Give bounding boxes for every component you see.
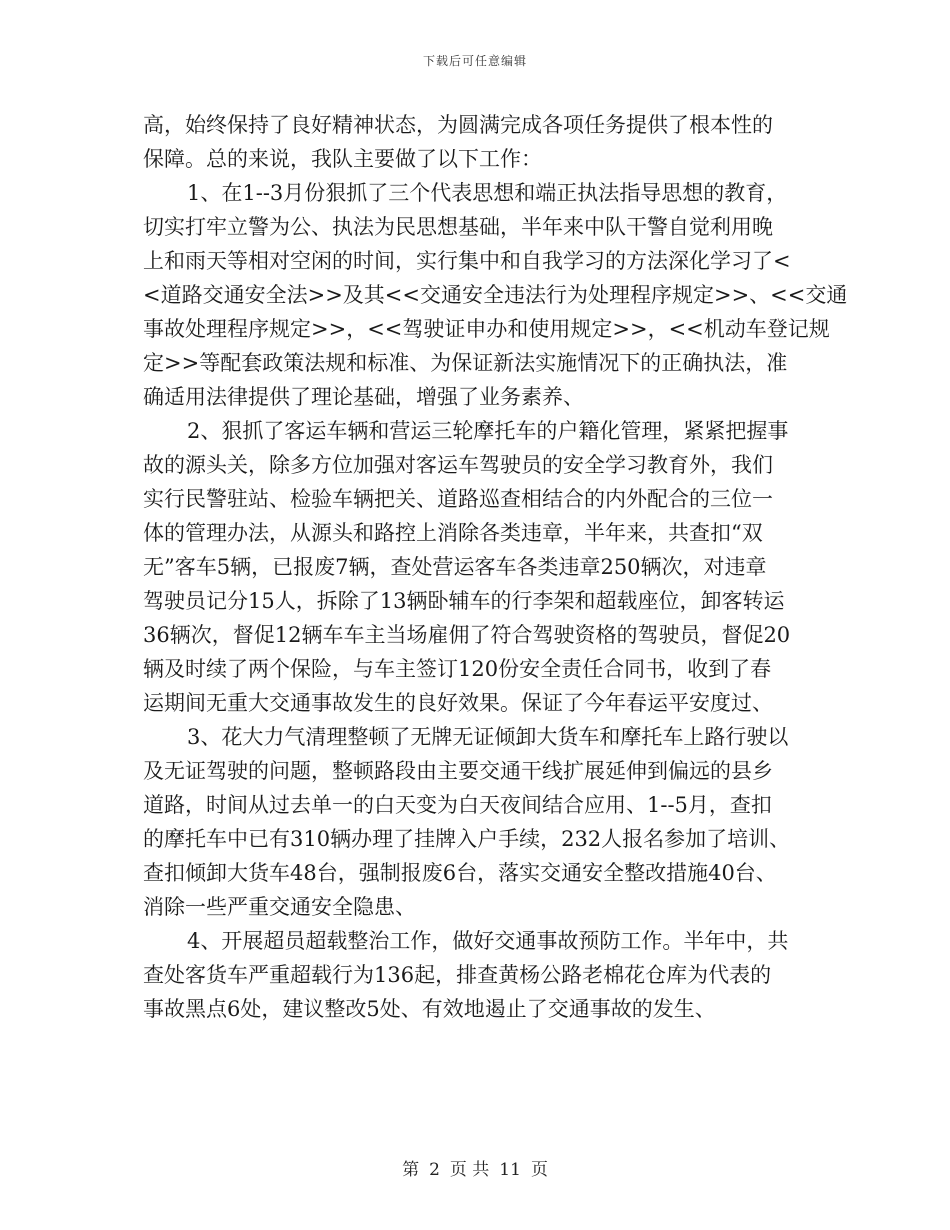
footer-middle: 页 共 xyxy=(449,1160,490,1180)
text-line: 事故黑点6处，建议整改5处、有效地遏止了交通事故的发生、 xyxy=(143,997,716,1021)
text-line: 的摩托车中已有310辆办理了挂牌入户手续，232人报名参加了培训、 xyxy=(143,827,791,851)
text-line: 道路，时间从过去单一的白天变为白天夜间结合应用、1--5月，查扣 xyxy=(143,793,772,817)
text-line: 36辆次，督促12辆车车主当场雇佣了符合驾驶资格的驾驶员，督促20 xyxy=(143,623,791,647)
text-line: 故的源头关，除多方位加强对客运车驾驶员的安全学习教育外，我们 xyxy=(143,453,773,477)
text-line: 4、开展超员超载整治工作，做好交通事故预防工作。半年中，共 xyxy=(187,929,789,953)
current-page-number: 2 xyxy=(429,1160,440,1180)
paragraph xyxy=(143,414,813,720)
text-line: 运期间无重大交通事故发生的良好效果。保证了今年春运平安度过、 xyxy=(143,691,773,715)
paragraph xyxy=(143,720,813,924)
paragraph xyxy=(143,924,813,1026)
text-line: 辆及时续了两个保险，与车主签订120份安全责任合同书，收到了春 xyxy=(143,657,772,681)
text-line: 3、花大力气清理整顿了无牌无证倾卸大货车和摩托车上路行驶以 xyxy=(187,725,789,749)
footer-suffix: 页 xyxy=(530,1160,548,1180)
paragraph xyxy=(143,108,813,176)
text-line: 定>>等配套政策法规和标准、为保证新法实施情况下的正确执法，准 xyxy=(143,351,788,375)
total-page-count: 11 xyxy=(499,1160,521,1180)
text-line: 切实打牢立警为公、执法为民思想基础，半年来中队干警自觉利用晚 xyxy=(143,215,773,239)
paragraph xyxy=(143,176,848,414)
text-line: 高，始终保持了良好精神状态，为圆满完成各项任务提供了根本性的 xyxy=(143,113,773,137)
text-line: 及无证驾驶的问题，整顿路段由主要交通干线扩展延伸到偏远的县乡 xyxy=(143,759,773,783)
text-line: 保障。总的来说，我队主要做了以下工作： xyxy=(143,147,542,171)
text-line: 确适用法律提供了理论基础，增强了业务素养、 xyxy=(143,385,584,409)
text-line: 上和雨天等相对空闲的时间，实行集中和自我学习的方法深化学习了< xyxy=(143,249,791,273)
page-number-footer xyxy=(0,1155,950,1180)
text-line: 驾驶员记分15人，拆除了13辆卧辅车的行李架和超载座位，卸客转运 xyxy=(143,589,785,613)
document-body xyxy=(143,108,848,1026)
text-line: <道路交通安全法>>及其<<交通安全违法行为处理程序规定>>、<<交通 xyxy=(143,283,848,307)
text-line: 事故处理程序规定>>，<<驾驶证申办和使用规定>>，<<机动车登记规 xyxy=(143,317,830,341)
text-line: 1、在1--3月份狠抓了三个代表思想和端正执法指导思想的教育， xyxy=(187,181,788,205)
text-line: 体的管理办法，从源头和路控上消除各类违章，半年来，共查扣“双 xyxy=(143,521,763,545)
text-line: 实行民警驻站、检验车辆把关、道路巡查相结合的内外配合的三位一 xyxy=(143,487,773,511)
text-line: 无”客车5辆，已报废7辆，查处营运客车各类违章250辆次，对违章 xyxy=(143,555,767,579)
text-line: 消除一些严重交通安全隐患、 xyxy=(143,895,416,919)
text-line: 查处客货车严重超载行为136起，排查黄杨公路老棉花仓库为代表的 xyxy=(143,963,772,987)
footer-prefix: 第 xyxy=(402,1160,420,1180)
page-header-note: 下载后可任意编辑 xyxy=(422,54,527,68)
text-line: 2、狠抓了客运车辆和营运三轮摩托车的户籍化管理，紧紧把握事 xyxy=(187,419,789,443)
text-line: 查扣倾卸大货车48台，强制报废6台，落实交通安全整改措施40台、 xyxy=(143,861,777,885)
